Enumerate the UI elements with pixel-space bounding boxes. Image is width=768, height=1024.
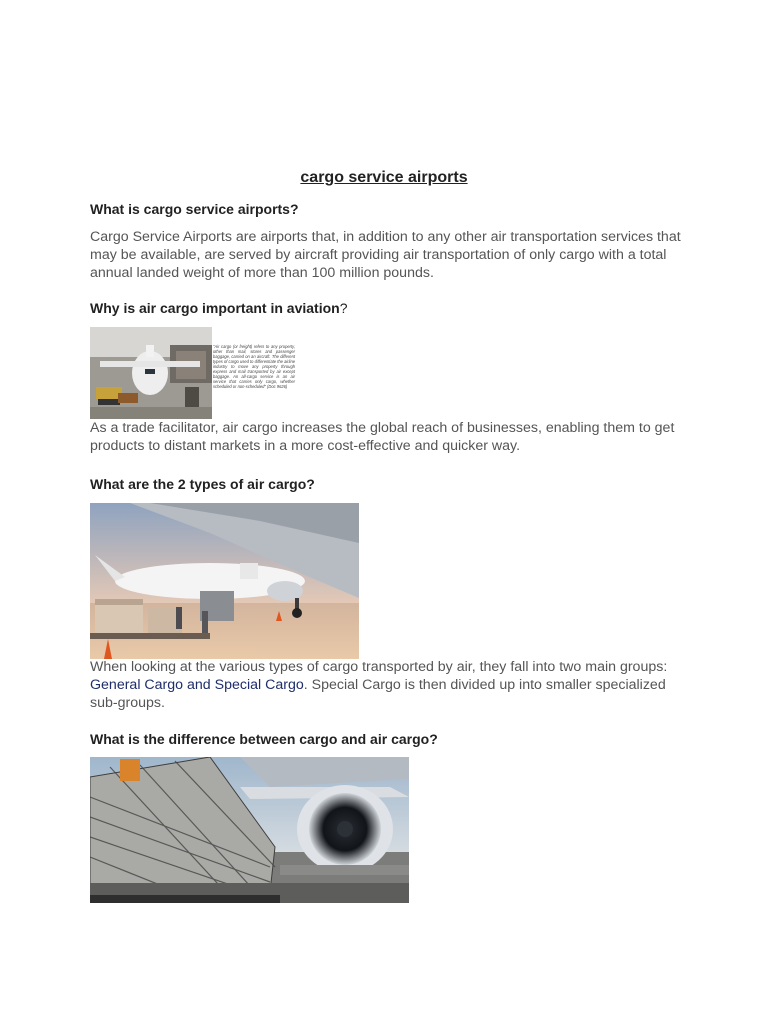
page-title: cargo service airports bbox=[300, 169, 468, 186]
question-text: What are the 2 types of air cargo? bbox=[90, 476, 315, 492]
question-heading bbox=[90, 300, 348, 316]
aircraft-apron-photo bbox=[90, 327, 212, 419]
question-heading bbox=[90, 201, 299, 217]
cargo-types-link[interactable]: General Cargo and Special Cargo bbox=[90, 676, 304, 693]
answer-paragraph: Cargo Service Airports are airports that, in addition to any other air transportation services that may be available, are served by aircraft providing air transportation of only cargo with a total annual landed weight of more than 100 million pounds. bbox=[90, 229, 681, 281]
answer-text: . Special Cargo is then divided up into smaller specialized sub-groups. bbox=[90, 676, 666, 711]
cargo-pallet-engine-photo bbox=[90, 757, 409, 903]
question-heading bbox=[90, 731, 438, 747]
answer-text: When looking at the various types of cargo transported by air, they fall into two main groups: bbox=[90, 659, 668, 675]
question-text: What is cargo service airports? bbox=[90, 201, 299, 217]
answer-paragraph: As a trade facilitator, air cargo increases the global reach of businesses, enabling them to get products to distant markets in a more cost-effective and quicker way. bbox=[90, 420, 675, 454]
image-caption-quote: "Air cargo (or freight) refers to any property, other than mail, stores and passenger baggage, carried on an aircraft. The different types of cargo used to differentiate the airline industry to move any property through express and mail transported by air except baggage. An all-cargo service is an air service that carries only cargo, whether scheduled or non-scheduled" (Doc 9626) bbox=[213, 344, 295, 389]
question-text: What is the difference between cargo and air cargo? bbox=[90, 731, 438, 747]
answer-paragraph bbox=[90, 659, 690, 712]
question-heading bbox=[90, 476, 315, 492]
question-text: Why is air cargo important in aviation bbox=[90, 300, 340, 316]
cargo-loading-wing-photo bbox=[90, 503, 359, 659]
question-mark: ? bbox=[339, 300, 348, 316]
